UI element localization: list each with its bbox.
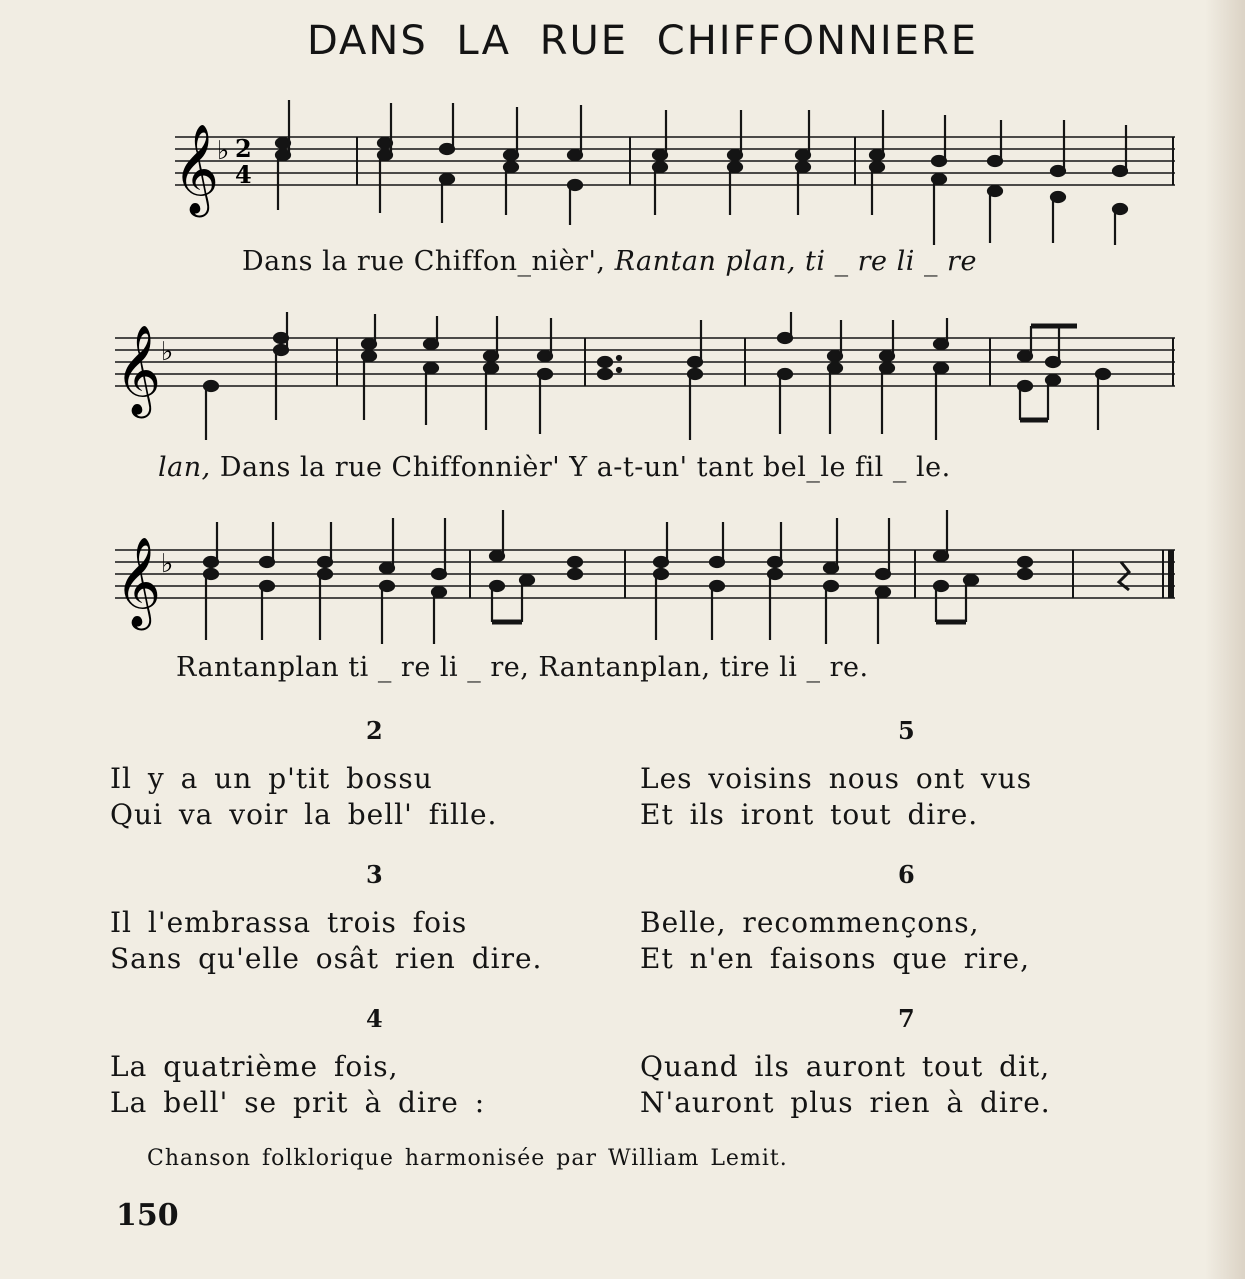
page-number: 150	[116, 1198, 179, 1233]
lyrics-line-2-italic: lan,	[158, 452, 211, 483]
verse-number: 6	[898, 860, 915, 889]
lyrics-line-1	[242, 246, 977, 277]
verse-line: La quatrième fois,	[110, 1050, 399, 1083]
lyrics-line-2	[158, 452, 951, 483]
lyrics-line-1-italic: Rantan plan, ti _ re li _ re	[614, 246, 977, 277]
verse-line: Qui va voir la bell' fille.	[110, 798, 498, 831]
verse-line: Il y a un p'tit bossu	[110, 762, 433, 795]
verse-number: 5	[898, 716, 915, 745]
music-staff-1	[165, 95, 1185, 255]
lyrics-line-2-plain: Dans la rue Chiffonnièr' Y a-t-un' tant bel_le fil _ le.	[219, 452, 951, 483]
verse-number: 4	[366, 1004, 383, 1033]
lyrics-line-3: Rantanplan ti _ re li _ re, Rantanplan, tire li _ re.	[176, 652, 869, 683]
verse-5	[640, 716, 1110, 831]
flat-icon: ♭	[217, 136, 230, 166]
verse-line: Belle, recommençons,	[640, 906, 980, 939]
song-title: DANS LA RUE CHIFFONNIERE	[306, 18, 979, 64]
treble-clef-icon: 𝄞	[173, 124, 220, 214]
verse-line: Quand ils auront tout dit,	[640, 1050, 1051, 1083]
verse-line: Il l'embrassa trois fois	[110, 906, 468, 939]
music-staff-2	[105, 310, 1185, 460]
verse-4	[110, 1004, 580, 1119]
flat-icon: ♭	[161, 549, 174, 579]
flat-icon: ♭	[161, 337, 174, 367]
credit-line: Chanson folklorique harmonisée par William Lemit.	[147, 1146, 788, 1171]
verse-line: Et ils iront tout dire.	[640, 798, 979, 831]
verse-number: 2	[366, 716, 383, 745]
verse-line: Sans qu'elle osât rien dire.	[110, 942, 543, 975]
lyrics-line-1-plain: Dans la rue Chiffon_nièr',	[242, 246, 606, 277]
verse-3	[110, 860, 580, 975]
treble-clef-icon: 𝄞	[115, 325, 162, 415]
verse-7	[640, 1004, 1110, 1119]
page-edge-shadow	[1205, 0, 1245, 1279]
verse-line: N'auront plus rien à dire.	[640, 1086, 1051, 1119]
verse-line: Et n'en faisons que rire,	[640, 942, 1030, 975]
verse-6	[640, 860, 1110, 975]
verse-number: 7	[898, 1004, 915, 1033]
music-staff-3	[105, 510, 1185, 660]
treble-clef-icon: 𝄞	[115, 537, 162, 627]
time-sig-bottom: 4	[235, 160, 252, 189]
verse-line: Les voisins nous ont vus	[640, 762, 1033, 795]
verse-line: La bell' se prit à dire :	[110, 1086, 486, 1119]
time-sig-top: 2	[235, 134, 252, 163]
verse-number: 3	[366, 860, 383, 889]
verse-2	[110, 716, 580, 831]
